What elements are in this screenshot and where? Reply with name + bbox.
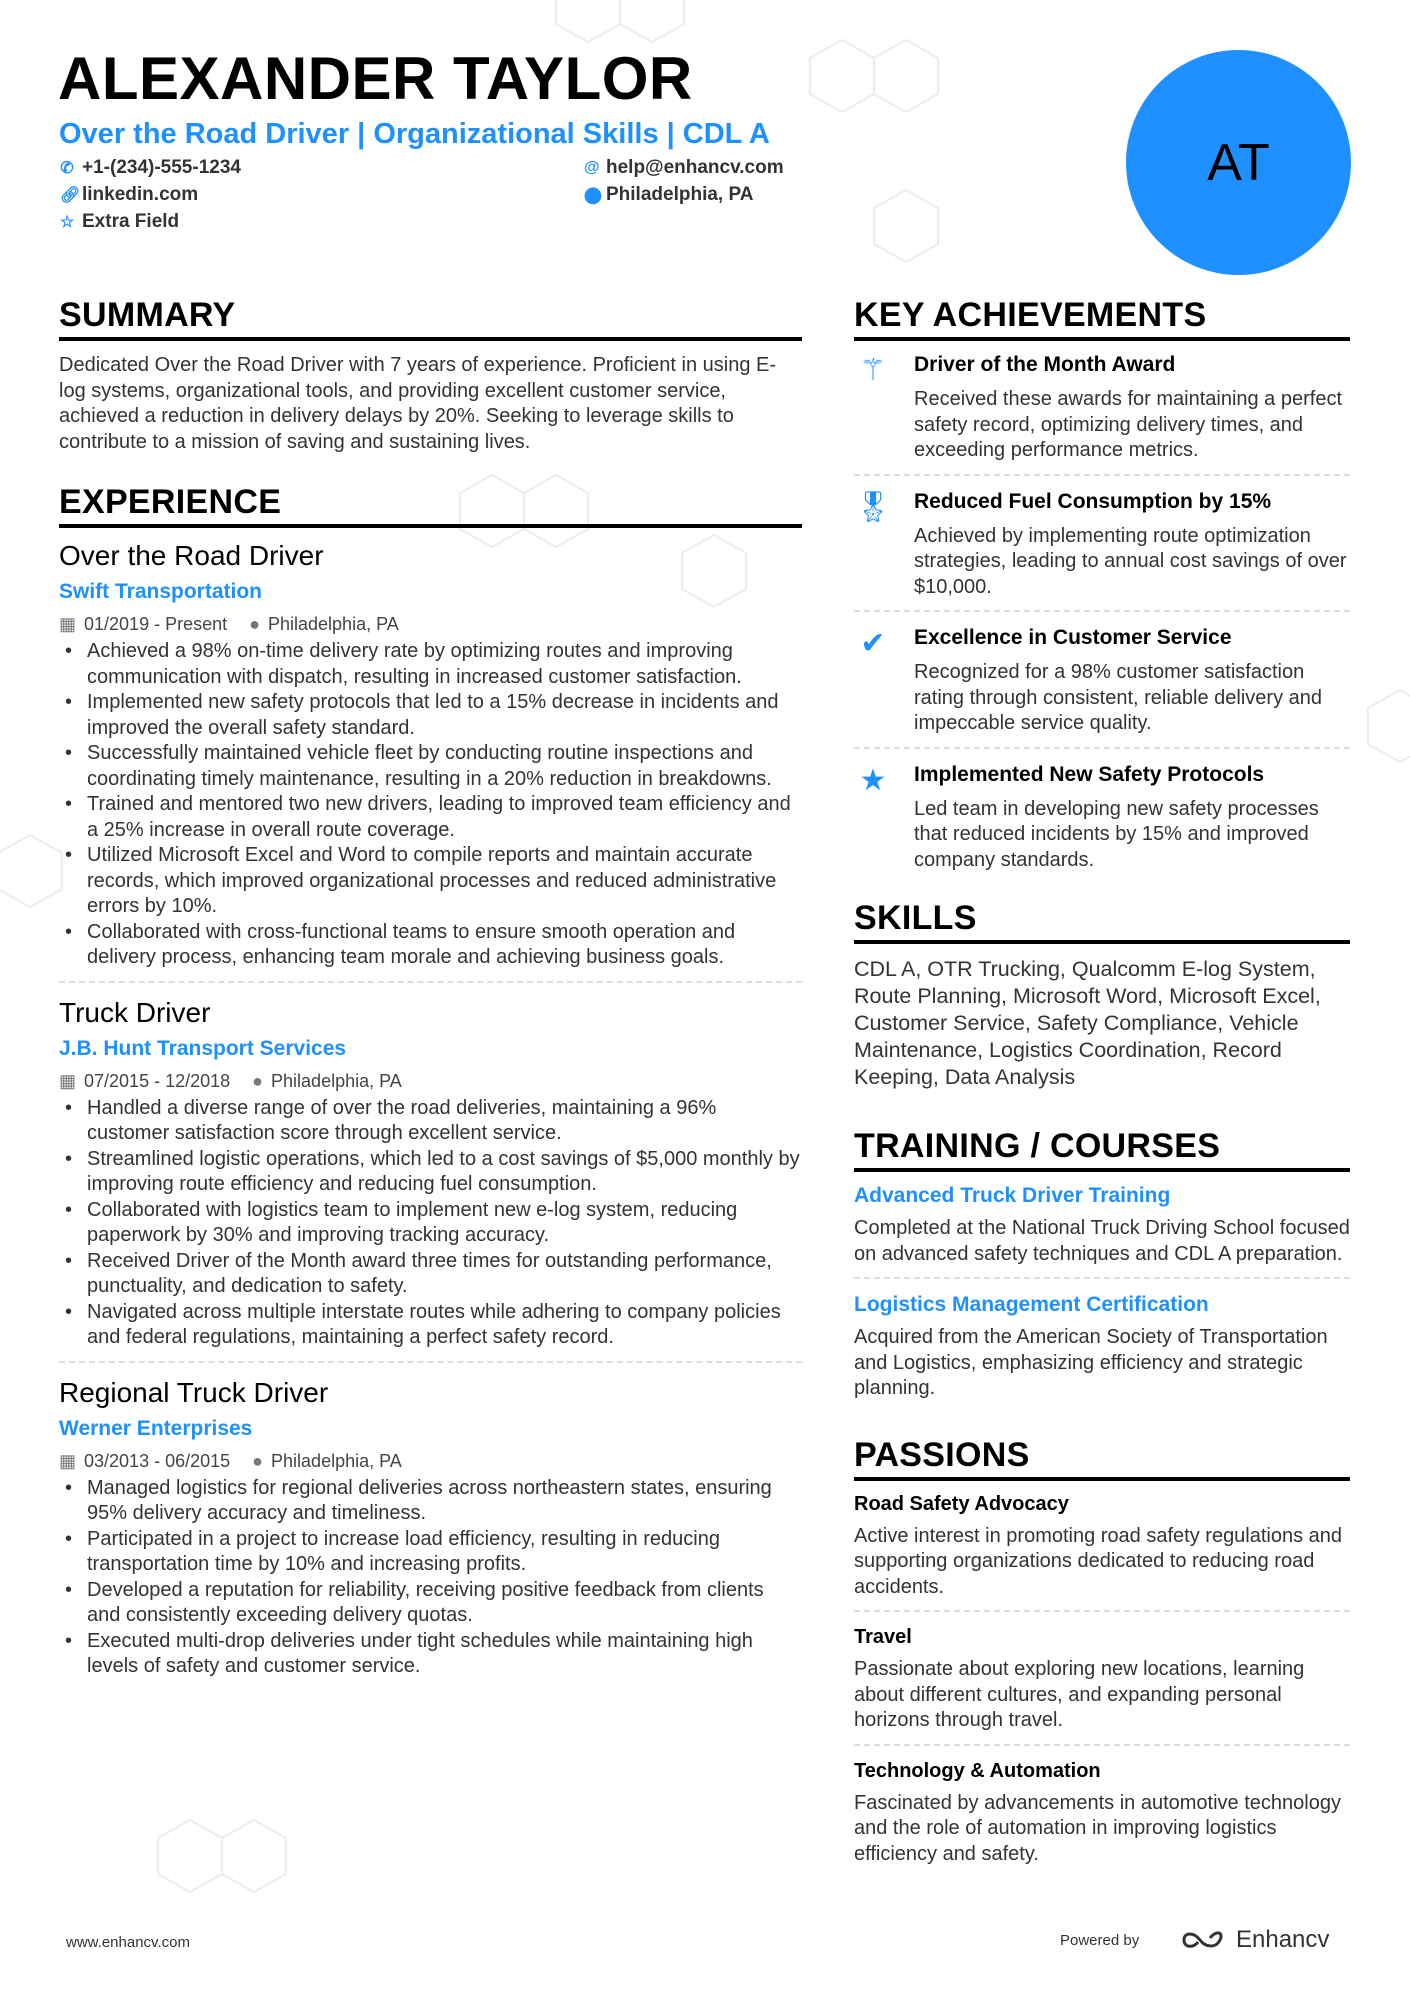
location-pin-icon: ⬤ — [584, 187, 602, 204]
achievement-item — [854, 626, 1350, 737]
divider — [59, 981, 802, 983]
company-name: Swift Transportation — [59, 580, 263, 603]
course-text: Completed at the National Truck Driving School focused on advanced safety techniques and CDL A preparation. — [854, 1217, 1350, 1265]
job-dates-wrap — [59, 1451, 230, 1472]
job-bullet: • Streamlined logistic operations, which led to a cost savings of $5,000 monthly by improving route efficiency and reducing fuel consumption. — [59, 1147, 802, 1198]
achievement-text: Achieved by implementing route optimization strategies, leading to annual cost savings of over $10,000. — [914, 524, 1347, 598]
skills-section — [854, 899, 1350, 1091]
avatar — [1126, 50, 1351, 275]
training-section — [854, 1127, 1350, 1402]
passions-section — [854, 1436, 1350, 1868]
job-bullet: • Participated in a project to increase load efficiency, resulting in reducing transportation time by 10% and increasing profits. — [59, 1527, 802, 1578]
passion-text: Fascinated by advancements in automotive technology and the role of automation in improving logistics efficiency and safety. — [854, 1791, 1341, 1865]
job-meta — [59, 1451, 802, 1472]
summary-heading: SUMMARY — [59, 296, 802, 341]
job-entry — [59, 997, 802, 1363]
star-icon: ★ — [859, 763, 887, 797]
skills-heading: SKILLS — [854, 899, 1350, 944]
job-bullet: • Developed a reputation for reliability, receiving positive feedback from clients and consistently exceeding delivery quotas. — [59, 1578, 802, 1629]
divider — [854, 1277, 1350, 1279]
location-text: Philadelphia, PA — [606, 184, 754, 205]
job-location-wrap — [249, 614, 399, 635]
star-outline-icon: ☆ — [60, 214, 75, 231]
passion-title: Technology & Automation — [854, 1759, 1101, 1782]
linkedin-contact[interactable] — [60, 184, 198, 206]
job-bullets — [59, 1476, 802, 1680]
job-bullet: • Collaborated with cross-functional teams to ensure smooth operation and delivery process, enhancing team morale and achieving business goals. — [59, 920, 802, 971]
calendar-icon: ▦ — [59, 1070, 77, 1091]
avatar-initials: AT — [1207, 133, 1270, 192]
phone-icon: ✆ — [60, 160, 74, 177]
course-title: Logistics Management Certification — [854, 1293, 1209, 1316]
achievement-item — [854, 763, 1350, 874]
magic-wand-icon: ⚚ — [859, 354, 887, 387]
skills-text: CDL A, OTR Trucking, Qualcomm E-log System, Route Planning, Microsoft Word, Microsoft Excel, Customer Service, Safety Compliance, Vehicle Maintenance, Logistics Coordination, Record Keeping, Data Analysis — [854, 957, 1321, 1089]
job-bullets — [59, 639, 802, 971]
footer-website[interactable]: www.enhancv.com — [66, 1934, 190, 1951]
phone-contact — [60, 157, 241, 179]
job-meta — [59, 614, 802, 635]
achievement-text: Led team in developing new safety processes that reduced incidents by 15% and improved company standards. — [914, 797, 1319, 871]
at-icon: @ — [584, 159, 600, 176]
job-title: Regional Truck Driver — [59, 1376, 329, 1408]
calendar-icon: ▦ — [59, 614, 77, 634]
achievement-title: Excellence in Customer Service — [914, 626, 1232, 649]
job-entry — [59, 540, 802, 983]
divider — [854, 610, 1350, 612]
job-bullet: • Navigated across multiple interstate routes while adhering to company policies and federal regulations, maintaining a perfect safety record. — [59, 1300, 802, 1351]
job-dates-wrap — [59, 1071, 230, 1092]
job-bullets — [59, 1096, 802, 1351]
course-item — [854, 1184, 1350, 1267]
location-pin-icon: ● — [249, 614, 260, 634]
passions-heading: PASSIONS — [854, 1436, 1350, 1481]
company-name: Werner Enterprises — [59, 1416, 253, 1440]
job-location-wrap — [252, 1071, 402, 1092]
job-bullet: • Achieved a 98% on-time delivery rate by optimizing routes and improving communication with dispatch, resulting in increased customer satisfaction. — [59, 639, 802, 690]
checkmark-icon: ✔ — [860, 627, 886, 660]
experience-section — [59, 483, 802, 1680]
job-bullet: • Collaborated with logistics team to implement new e-log system, reducing paperwork by 30% and improving tracking accuracy. — [59, 1198, 802, 1249]
job-title: Truck Driver — [59, 996, 211, 1028]
achievement-text: Received these awards for maintaining a perfect safety record, optimizing delivery times, and exceeding performance metrics. — [914, 388, 1343, 461]
location-pin-icon: ● — [252, 1450, 264, 1471]
achievement-title: Reduced Fuel Consumption by 15% — [914, 489, 1272, 513]
enhancv-logo-icon — [1180, 1928, 1228, 1952]
phone-text: +1-(234)-555-1234 — [82, 157, 241, 178]
achievement-title: Implemented New Safety Protocols — [914, 762, 1265, 786]
achievement-title: Driver of the Month Award — [914, 353, 1176, 376]
summary-section — [59, 296, 802, 455]
job-dates: 01/2019 - Present — [84, 614, 228, 634]
job-bullet: • Executed multi-drop deliveries under tight schedules while maintaining high levels of safety and customer service. — [59, 1629, 802, 1680]
enhancv-logo-text: Enhancv — [1236, 1926, 1330, 1953]
job-entry — [59, 1377, 802, 1680]
course-title: Advanced Truck Driver Training — [854, 1184, 1171, 1207]
company-name: J.B. Hunt Transport Services — [59, 1036, 347, 1060]
job-bullet: • Handled a diverse range of over the road deliveries, maintaining a 96% customer satisfaction score through excellent service. — [59, 1096, 802, 1147]
job-dates: 03/2013 - 06/2015 — [84, 1450, 231, 1471]
job-location: Philadelphia, PA — [271, 1450, 402, 1471]
divider — [59, 1361, 802, 1363]
achievement-item — [854, 490, 1350, 601]
job-bullet: • Managed logistics for regional deliveries across northeastern states, ensuring 95% delivery accuracy and timeliness. — [59, 1476, 802, 1527]
divider — [854, 1744, 1350, 1746]
summary-text: Dedicated Over the Road Driver with 7 years of experience. Proficient in using E-log systems, organizational tools, and providing excellent customer service, achieved a reduction in delivery delays by 20%. Seeking to leverage skills to contribute to a mission of saving and sustaining lives. — [59, 354, 777, 453]
achievement-text: Recognized for a 98% customer satisfaction rating through consistent, reliable delivery and impeccable service quality. — [914, 661, 1323, 734]
candidate-title: Over the Road Driver | Organizational Skills | CDL A — [59, 118, 770, 150]
achievements-section — [854, 296, 1350, 873]
job-dates-wrap — [59, 614, 227, 635]
location-pin-icon: ● — [252, 1070, 264, 1091]
experience-heading: EXPERIENCE — [59, 483, 802, 528]
course-text: Acquired from the American Society of Transportation and Logistics, emphasizing efficiency and strategic planning. — [854, 1326, 1328, 1399]
job-bullet: • Utilized Microsoft Excel and Word to compile reports and maintain accurate records, which improved organizational processes and reduced administrative errors by 10%. — [59, 843, 802, 920]
email-text[interactable]: help@enhancv.com — [606, 157, 784, 178]
job-location: Philadelphia, PA — [271, 1070, 402, 1091]
job-bullet: • Received Driver of the Month award three times for outstanding performance, punctuality, and dedication to safety. — [59, 1249, 802, 1300]
passion-item — [854, 1760, 1350, 1868]
job-title: Over the Road Driver — [59, 540, 324, 571]
course-item — [854, 1293, 1350, 1402]
location-contact — [584, 184, 753, 206]
passion-text: Active interest in promoting road safety regulations and supporting organizations dedicated to reducing road accidents. — [854, 1524, 1343, 1598]
link-icon: 🔗︎ — [60, 187, 81, 204]
achievement-item — [854, 353, 1350, 464]
job-bullet: • Implemented new safety protocols that led to a 15% decrease in incidents and improved the overall safety standard. — [59, 690, 802, 741]
left-column — [59, 296, 802, 1680]
medal-icon: 🎖︎ — [854, 490, 893, 524]
passion-title: Road Safety Advocacy — [854, 1492, 1069, 1515]
divider — [854, 747, 1350, 749]
job-location-wrap — [252, 1451, 402, 1472]
divider — [854, 474, 1350, 476]
footer-powered-by: Powered by — [1060, 1932, 1140, 1949]
candidate-name: ALEXANDER TAYLOR — [58, 45, 693, 112]
extra-field-contact — [60, 211, 179, 233]
job-dates: 07/2015 - 12/2018 — [84, 1070, 231, 1091]
email-contact[interactable] — [584, 157, 784, 179]
passion-title: Travel — [854, 1626, 912, 1648]
divider — [854, 1610, 1350, 1612]
job-bullet: • Successfully maintained vehicle fleet by conducting routine inspections and coordinating timely maintenance, resulting in a 20% reduction in breakdowns. — [59, 741, 802, 792]
right-column — [854, 296, 1350, 1867]
calendar-icon: ▦ — [59, 1450, 77, 1471]
job-location: Philadelphia, PA — [268, 614, 399, 634]
linkedin-text[interactable]: linkedin.com — [82, 184, 199, 205]
extra-field-text: Extra Field — [82, 211, 180, 232]
enhancv-logo — [1180, 1926, 1329, 1954]
achievements-heading: KEY ACHIEVEMENTS — [854, 296, 1350, 341]
training-heading: TRAINING / COURSES — [854, 1127, 1350, 1172]
passion-text: Passionate about exploring new locations, learning about different cultures, and expanding personal horizons through travel. — [854, 1658, 1305, 1731]
passion-item — [854, 1493, 1350, 1601]
passion-item — [854, 1626, 1350, 1734]
job-bullet: • Trained and mentored two new drivers, leading to improved team efficiency and a 25% increase in overall route coverage. — [59, 792, 802, 843]
job-meta — [59, 1071, 802, 1092]
